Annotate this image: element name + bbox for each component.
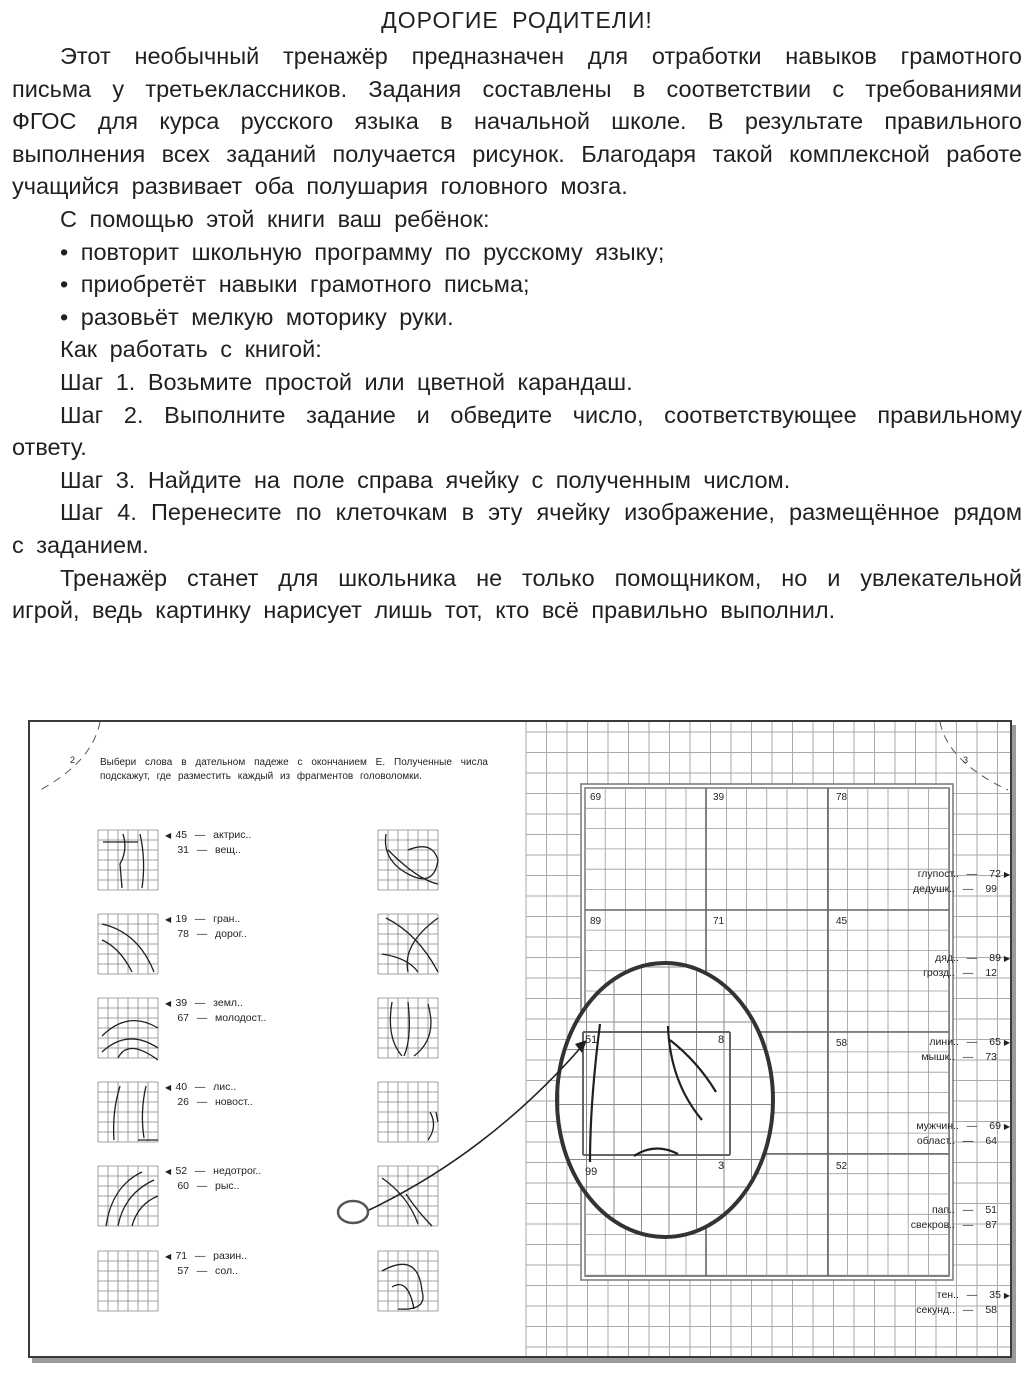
intro-paragraph: Этот необычный тренажёр предназначен для отработки навыков грамотного письма у третьеклассников. Задания составлены в соответствии с требованиями ФГОС для курса русского языка в начальной школе. В результате правильного выполнения всех заданий получается рисунок. Благодаря такой комплексной работе учащийся развивает оба полушария головного мозга.: [12, 43, 1022, 200]
word-line: дяд.. — 89 ▶: [935, 952, 1010, 964]
puzzle-fragment-right: [378, 1166, 438, 1226]
intro-paragraph-2: С помощью этой книги ваш ребёнок:: [60, 205, 490, 232]
zoom-number: 99: [585, 1166, 598, 1178]
grid-cell-number: 39: [713, 792, 725, 803]
word-line: лини.. — 65 ▶: [929, 1036, 1010, 1048]
word-line: ◀ 45 — актрис..: [165, 829, 252, 841]
puzzle-fragment-left: [98, 1166, 158, 1226]
word-line: свекров.. — 87: [910, 1219, 997, 1231]
circled-answer: 51: [985, 1204, 997, 1216]
word-line: мужчин.. — 69 ▶: [916, 1120, 1010, 1132]
task-instructions: Выбери слова в дательном падеже с окончанием Е. Полученные числа подскажут, где разместить каждый из фрагментов головоломки.: [100, 757, 488, 782]
bullet-item: • повторит школьную программу по русскому языку;: [12, 236, 1022, 269]
grid-cell-number: 78: [836, 792, 848, 803]
word-line: мышк.. — 73: [921, 1051, 997, 1063]
word-line: ◀ 71 — разин..: [165, 1250, 248, 1262]
closing-paragraph: Тренажёр станет для школьника не только помощником, но и увлекательной игрой, ведь картинку нарисует лишь тот, кто всё правильно выполнил.: [12, 564, 1022, 624]
word-line: ◀ 52 — недотрог..: [165, 1165, 262, 1177]
grid-cell-number: 52: [836, 1161, 848, 1172]
word-line: ◀ 19 — гран..: [165, 913, 241, 925]
word-line: 78 — дорог..: [177, 928, 248, 940]
grid-cell-number: 45: [836, 916, 848, 927]
puzzle-fragment-right: [378, 914, 438, 974]
word-line: пап.. — 51: [931, 1204, 997, 1216]
intro-section: [12, 0, 1022, 627]
puzzle-fragment-right: [378, 830, 438, 890]
intro-heading: ДОРОГИЕ РОДИТЕЛИ!: [381, 7, 653, 33]
word-line: ◀ 40 — лис..: [165, 1081, 237, 1093]
step-2: Шаг 2. Выполните задание и обведите число, соответствующее правильному ответу.: [12, 401, 1022, 461]
puzzle-fragment-left: [98, 998, 158, 1060]
puzzle-fragment-left: [98, 1082, 158, 1142]
step-4: Шаг 4. Перенесите по клеточкам в эту ячейку изображение, размещённое рядом с заданием.: [12, 499, 1022, 558]
word-line: тен.. — 35 ▶: [936, 1289, 1010, 1301]
magnifier-lens: [557, 963, 773, 1237]
puzzle-fragment-right: [378, 1082, 438, 1142]
answer-circle: [338, 1201, 368, 1223]
word-line: област.. — 64: [916, 1135, 997, 1147]
word-line: дедушк.. — 99: [913, 883, 997, 895]
zoom-number: 3: [718, 1160, 725, 1172]
word-line: ◀ 39 — земл..: [165, 997, 243, 1009]
bullet-item: • разовьёт мелкую моторику руки.: [12, 301, 1022, 334]
word-line: глупост.. — 72 ▶: [917, 868, 1010, 880]
word-line: 26 — новост..: [177, 1096, 253, 1108]
puzzle-fragment-right: [378, 1251, 438, 1311]
puzzle-fragment-left: [98, 914, 158, 974]
grid-cell-number: 69: [590, 792, 602, 803]
how-to-title: Как работать с книгой:: [60, 336, 322, 363]
step-1: Шаг 1. Возьмите простой или цветной карандаш.: [60, 368, 633, 395]
grid-cell-number: 89: [590, 916, 602, 927]
word-line: 67 — молодост..: [177, 1012, 267, 1024]
pointer-arrow: [369, 1045, 583, 1210]
puzzle-fragment-right: [378, 998, 438, 1058]
zoom-number: 51: [585, 1034, 598, 1046]
right-page-number: 3: [963, 755, 969, 765]
grid-cell-number: 71: [713, 916, 725, 927]
step-3: Шаг 3. Найдите на поле справа ячейку с полученным числом.: [60, 466, 791, 493]
book-spread-illustration: [28, 720, 1012, 1358]
word-line: 57 — сол..: [177, 1265, 238, 1277]
zoom-number: 8: [718, 1034, 725, 1046]
word-line: грозд.. — 12: [923, 967, 997, 979]
bullet-item: • приобретёт навыки грамотного письма;: [12, 268, 1022, 301]
left-page-number: 2: [70, 755, 76, 765]
puzzle-fragment-left: [98, 1251, 158, 1311]
word-line: 60 — рыс..: [177, 1180, 240, 1192]
grid-cell-number: 58: [836, 1038, 848, 1049]
puzzle-fragment-left: [98, 830, 158, 890]
word-line: 31 — вещ..: [177, 844, 241, 856]
word-line: секунд.. — 58: [916, 1304, 997, 1316]
